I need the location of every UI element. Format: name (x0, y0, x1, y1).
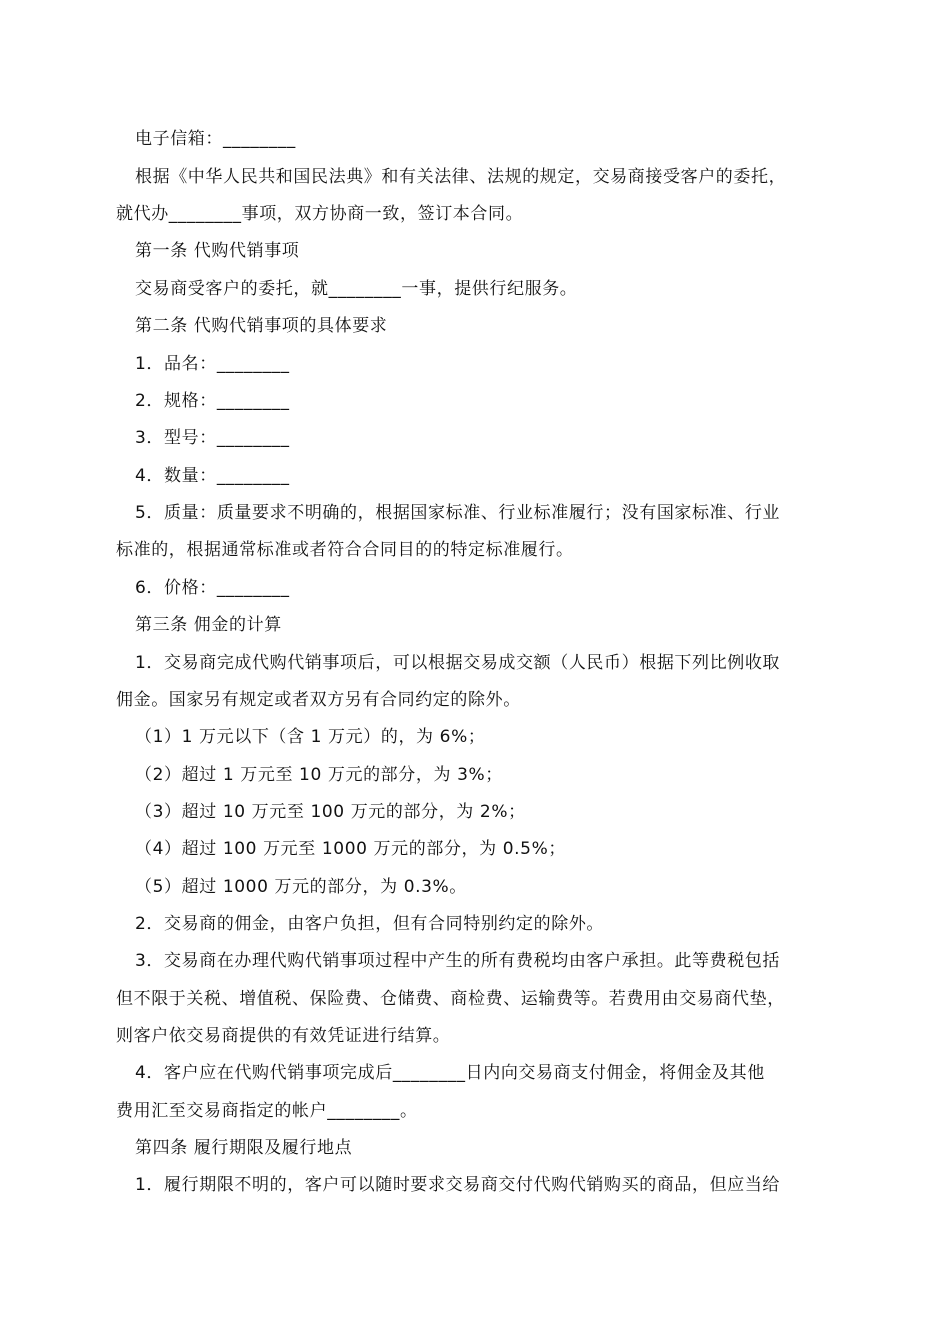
article-3-heading: 第三条 佣金的计算 (135, 615, 282, 635)
item-spec-line: 2．规格：________ (135, 391, 290, 411)
rate-tier-5: （5）超过 1000 万元的部分，为 0.3%。 (135, 877, 467, 897)
commission-clause-3-line-1: 3．交易商在办理代购代销事项过程中产生的所有费税均由客户承担。此等费税包括 (135, 951, 781, 971)
article-4-heading: 第四条 履行期限及履行地点 (135, 1138, 353, 1158)
performance-clause-1: 1．履行期限不明的，客户可以随时要求交易商交付代购代销购买的商品，但应当给 (135, 1175, 781, 1195)
email-line: 电子信箱：________ (135, 129, 296, 149)
preamble-line-1: 根据《中华人民共和国民法典》和有关法律、法规的规定，交易商接受客户的委托， (135, 167, 787, 187)
item-quantity-line: 4．数量：________ (135, 466, 290, 486)
rate-tier-1: （1）1 万元以下（含 1 万元）的，为 6%； (135, 727, 486, 747)
commission-clause-1-line-2: 佣金。国家另有规定或者双方另有合同约定的除外。 (116, 690, 521, 710)
article-2-heading: 第二条 代购代销事项的具体要求 (135, 316, 388, 336)
item-price-line: 6．价格：________ (135, 578, 290, 598)
article-1-body: 交易商受客户的委托，就________一事，提供行纪服务。 (135, 279, 578, 299)
commission-clause-4-line-1: 4．客户应在代购代销事项完成后________日内向交易商支付佣金，将佣金及其他 (135, 1063, 765, 1083)
item-model-line: 3．型号：________ (135, 428, 290, 448)
item-name-line: 1．品名：________ (135, 354, 290, 374)
commission-clause-3-line-3: 则客户依交易商提供的有效凭证进行结算。 (116, 1026, 451, 1046)
rate-tier-2: （2）超过 1 万元至 10 万元的部分，为 3%； (135, 765, 503, 785)
item-quality-line-1: 5．质量：质量要求不明确的，根据国家标准、行业标准履行；没有国家标准、行业 (135, 503, 781, 523)
commission-clause-1-line-1: 1．交易商完成代购代销事项后，可以根据交易成交额（人民币）根据下列比例收取 (135, 653, 781, 673)
preamble-line-2: 就代办________事项，双方协商一致，签订本合同。 (116, 204, 524, 224)
item-quality-line-2: 标准的，根据通常标准或者符合合同目的的特定标准履行。 (116, 540, 574, 560)
article-1-heading: 第一条 代购代销事项 (135, 241, 300, 261)
commission-clause-4-line-2: 费用汇至交易商指定的帐户________。 (116, 1101, 418, 1121)
commission-clause-2: 2．交易商的佣金，由客户负担，但有合同特别约定的除外。 (135, 914, 605, 934)
rate-tier-4: （4）超过 100 万元至 1000 万元的部分，为 0.5%； (135, 839, 566, 859)
rate-tier-3: （3）超过 10 万元至 100 万元的部分，为 2%； (135, 802, 526, 822)
commission-clause-3-line-2: 但不限于关税、增值税、保险费、仓储费、商检费、运输费等。若费用由交易商代垫， (116, 989, 785, 1009)
